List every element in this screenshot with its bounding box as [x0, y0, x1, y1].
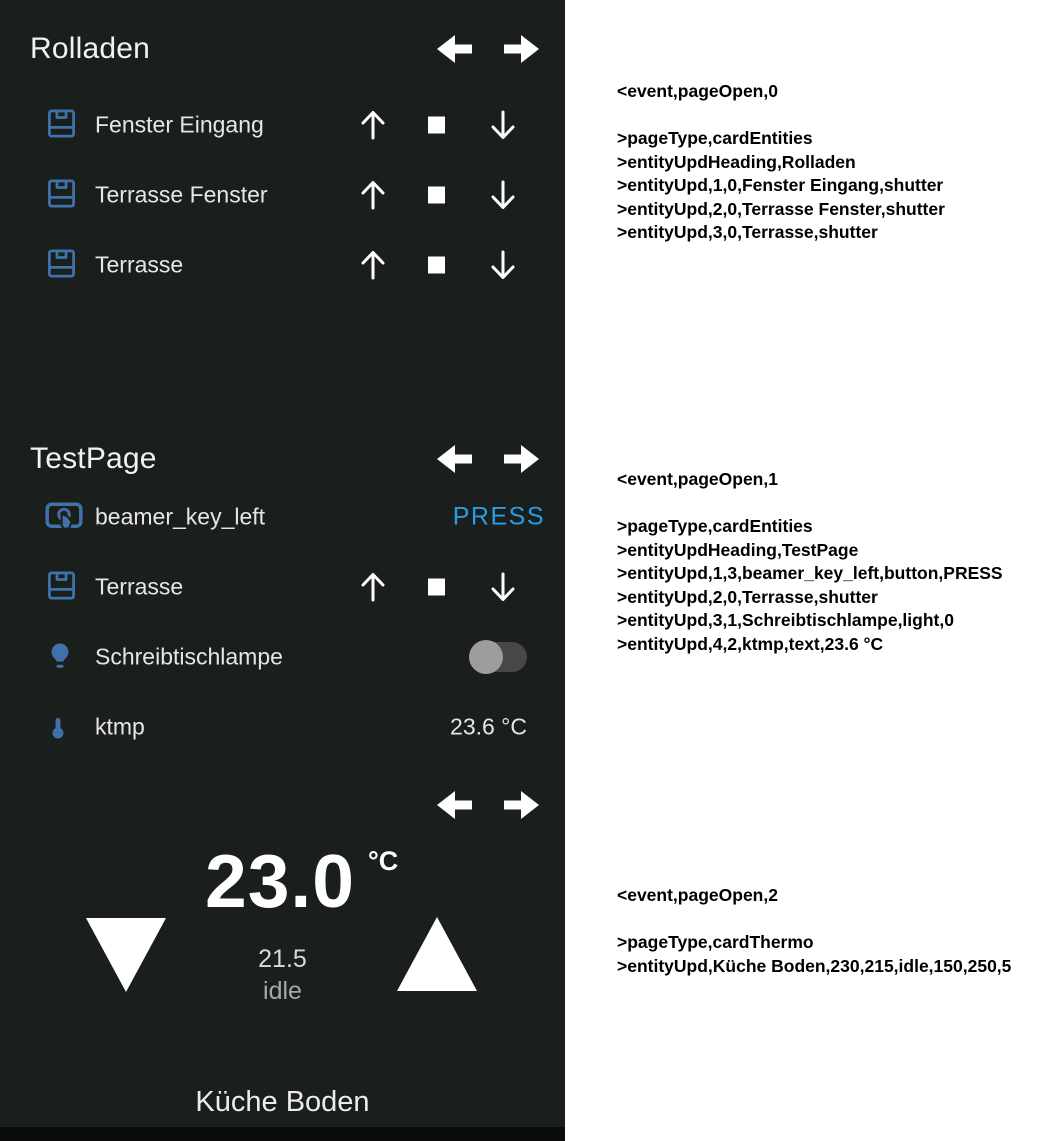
log-block-pageopen-2 — [617, 884, 1011, 978]
entity-label: beamer_key_left — [95, 503, 266, 530]
shutter-down-button[interactable] — [488, 109, 518, 141]
press-button[interactable]: PRESS — [452, 502, 545, 531]
page-nav — [435, 788, 541, 822]
gesture-tap-button-icon — [45, 499, 79, 535]
log-line: >pageType,cardEntities — [617, 516, 813, 536]
page-title: TestPage — [30, 442, 157, 475]
shutter-down-button[interactable] — [488, 179, 518, 211]
current-temperature — [205, 839, 399, 923]
card-thermo — [0, 770, 565, 1127]
shutter-icon — [45, 177, 79, 213]
log-line — [617, 104, 945, 128]
toggle-knob — [469, 640, 503, 674]
log-block-pageopen-0 — [617, 80, 945, 245]
page-prev-button[interactable] — [435, 32, 472, 66]
arrow-left-icon — [435, 464, 472, 479]
entity-value: 23.6 °C — [450, 713, 527, 740]
shutter-up-button[interactable] — [358, 179, 388, 211]
entity-label: Terrasse — [95, 251, 184, 278]
shutter-down-button[interactable] — [488, 249, 518, 281]
entity-label: Schreibtischlampe — [95, 643, 283, 670]
entity-label: ktmp — [95, 713, 145, 740]
entity-row — [0, 552, 565, 622]
lightbulb-icon — [45, 639, 79, 675]
card-rolladen — [0, 0, 565, 410]
log-line: <event,pageOpen,2 — [617, 885, 778, 905]
entity-list — [0, 482, 565, 762]
entity-label: Terrasse — [95, 573, 184, 600]
log-line: >entityUpd,4,2,ktmp,text,23.6 °C — [617, 633, 884, 654]
shutter-stop-button[interactable] — [428, 117, 445, 134]
log-line: >entityUpdHeading,TestPage — [617, 539, 859, 560]
thermostat-name: Küche Boden — [195, 1086, 370, 1118]
log-line: >entityUpd,1,3,beamer_key_left,button,PRESS — [617, 563, 1003, 583]
shutter-icon — [45, 107, 79, 143]
thermostat-state: idle — [263, 977, 302, 1005]
log-line: >entityUpd,3,1,Schreibtischlampe,light,0 — [617, 610, 954, 630]
shutter-stop-button[interactable] — [428, 257, 445, 274]
page-next-button[interactable] — [504, 32, 541, 66]
log-line — [617, 492, 1003, 516]
log-line: >entityUpd,Küche Boden,230,215,idle,150,250,5 — [617, 955, 1012, 976]
entity-row — [0, 622, 565, 692]
page-next-button[interactable] — [504, 788, 541, 822]
target-temperature: 21.5 — [258, 945, 307, 973]
entity-row — [0, 160, 565, 230]
entity-row — [0, 692, 565, 762]
page-title: Rolladen — [30, 32, 151, 65]
shutter-stop-button[interactable] — [428, 187, 445, 204]
card-testpage — [0, 410, 565, 770]
temperature-unit: °C — [367, 846, 399, 876]
log-line: >pageType,cardEntities — [617, 128, 813, 148]
log-line: >entityUpd,2,0,Terrasse Fenster,shutter — [617, 198, 945, 219]
arrow-right-icon — [504, 810, 541, 825]
log-line: >pageType,cardThermo — [617, 932, 814, 952]
current-temperature-value: 23.0 — [205, 839, 355, 923]
entity-row — [0, 230, 565, 300]
entity-label: Fenster Eingang — [95, 111, 264, 138]
thermometer-icon — [45, 709, 79, 745]
log-line: >entityUpd,1,0,Fenster Eingang,shutter — [617, 175, 944, 195]
arrow-left-icon — [435, 54, 472, 69]
shutter-up-button[interactable] — [358, 249, 388, 281]
log-block-pageopen-1 — [617, 468, 1003, 656]
log-line: <event,pageOpen,1 — [617, 469, 778, 489]
shutter-icon — [45, 247, 79, 283]
log-line: <event,pageOpen,0 — [617, 81, 778, 101]
entity-row — [0, 482, 565, 552]
log-line — [617, 908, 1011, 932]
shutter-stop-button[interactable] — [428, 579, 445, 596]
shutter-icon — [45, 569, 79, 605]
arrow-left-icon — [435, 810, 472, 825]
shutter-up-button[interactable] — [358, 571, 388, 603]
page-nav — [435, 442, 541, 476]
light-toggle[interactable] — [471, 642, 527, 672]
log-line: >entityUpd,2,0,Terrasse,shutter — [617, 586, 878, 607]
screen-bottom-bezel — [0, 1127, 565, 1141]
shutter-up-button[interactable] — [358, 109, 388, 141]
log-line: >entityUpd,3,0,Terrasse,shutter — [617, 222, 878, 242]
entity-list — [0, 90, 565, 300]
shutter-down-button[interactable] — [488, 571, 518, 603]
arrow-right-icon — [504, 54, 541, 69]
log-line: >entityUpdHeading,Rolladen — [617, 151, 856, 172]
page-prev-button[interactable] — [435, 788, 472, 822]
page-prev-button[interactable] — [435, 442, 472, 476]
page-next-button[interactable] — [504, 442, 541, 476]
entity-label: Terrasse Fenster — [95, 181, 268, 208]
arrow-right-icon — [504, 464, 541, 479]
page-nav — [435, 32, 541, 66]
entity-row — [0, 90, 565, 160]
